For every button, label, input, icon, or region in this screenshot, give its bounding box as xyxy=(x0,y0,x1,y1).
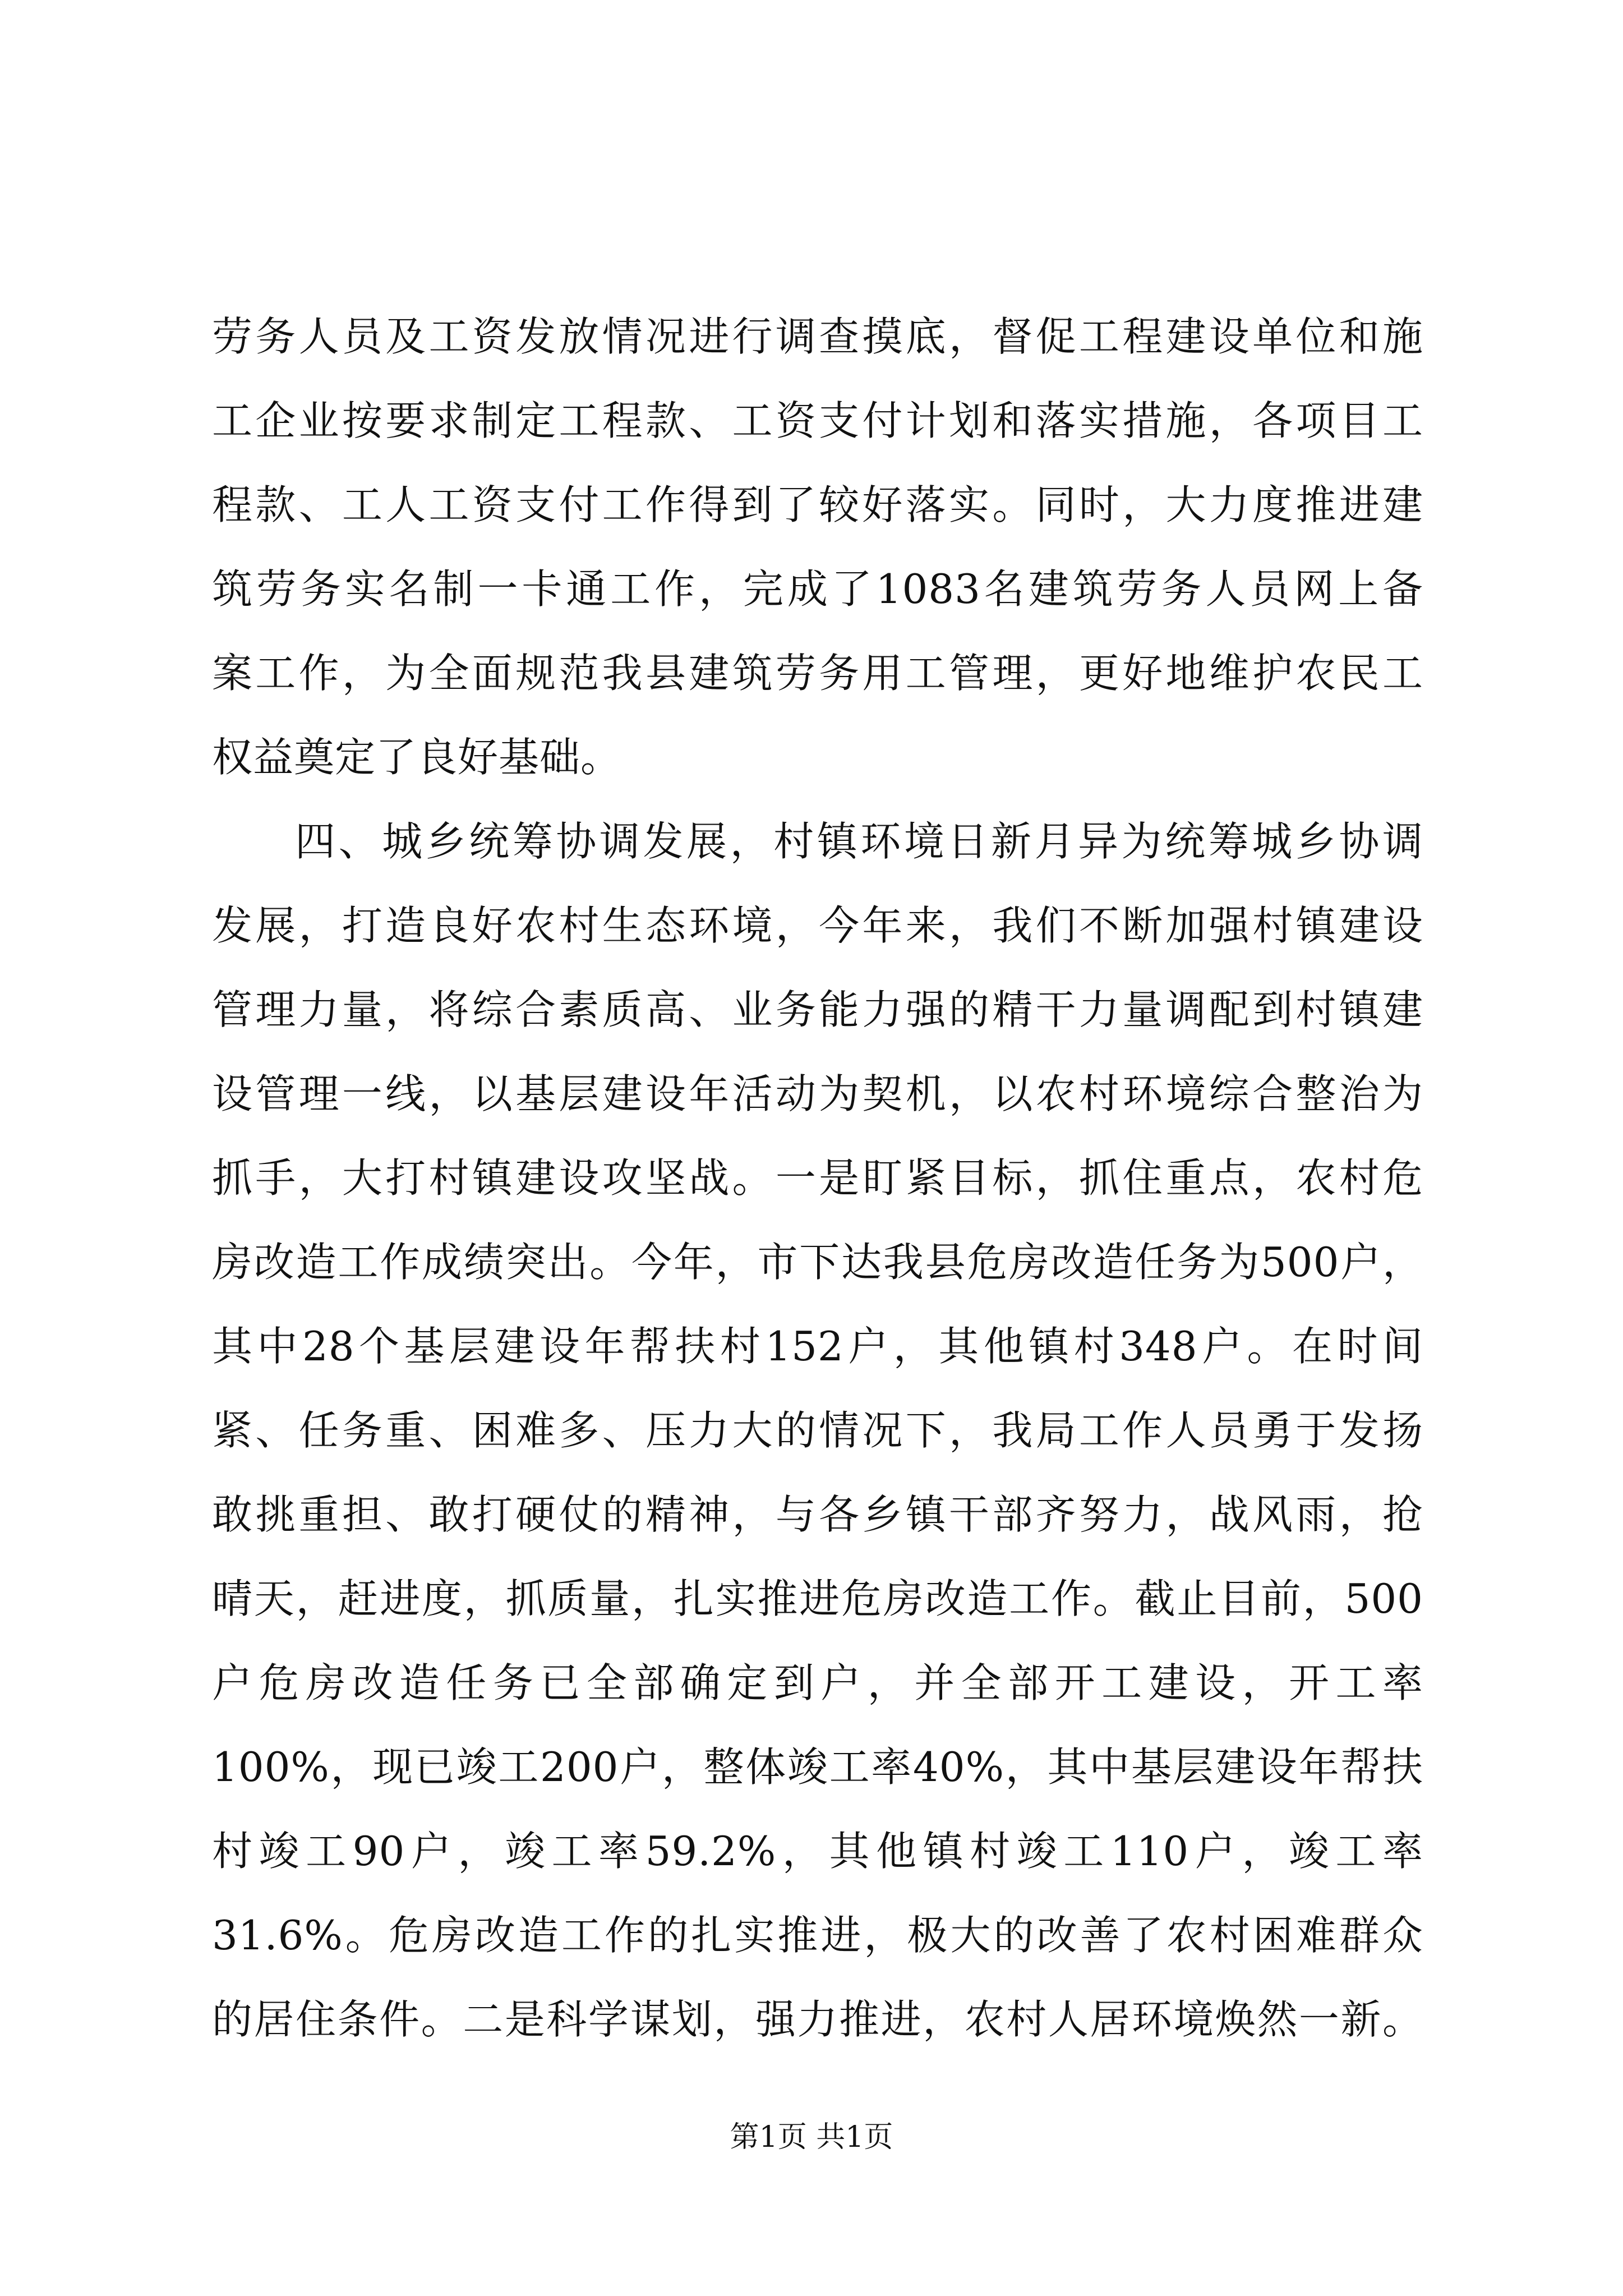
text-line: 抓手，大打村镇建设攻坚战。一是盯紧目标，抓住重点，农村危 xyxy=(212,1154,1423,1202)
text-line: 筑劳务实名制一卡通工作，完成了1083名建筑劳务人员网上备 xyxy=(212,565,1423,613)
text-line: 村竣工90户，竣工率59.2%，其他镇村竣工110户，竣工率 xyxy=(212,1828,1423,1875)
text-line: 程款、工人工资支付工作得到了较好落实。同时，大力度推进建 xyxy=(212,481,1423,528)
text-line: 的居住条件。二是科学谋划，强力推进，农村人居环境焕然一新。 xyxy=(212,1996,1423,2043)
text-line: 户危房改造任务已全部确定到户，并全部开工建设，开工率 xyxy=(212,1659,1423,1706)
text-line: 敢挑重担、敢打硬仗的精神，与各乡镇干部齐努力，战风雨，抢 xyxy=(212,1491,1423,1538)
text-line: 发展，打造良好农村生态环境，今年来，我们不断加强村镇建设 xyxy=(212,902,1423,949)
paragraph-first-line: 四、城乡统筹协调发展，村镇环境日新月异为统筹城乡协调 xyxy=(295,818,1423,865)
text-line: 权益奠定了良好基础。 xyxy=(212,734,622,781)
text-line: 案工作，为全面规范我县建筑劳务用工管理，更好地维护农民工 xyxy=(212,650,1423,697)
text-line: 工企业按要求制定工程款、工资支付计划和落实措施，各项目工 xyxy=(212,397,1423,444)
body-text xyxy=(212,295,1423,2062)
text-line: 房改造工作成绩突出。今年，市下达我县危房改造任务为500户， xyxy=(212,1239,1423,1286)
text-line: 管理力量，将综合素质高、业务能力强的精干力量调配到村镇建 xyxy=(212,986,1423,1033)
text-line: 晴天，赶进度，抓质量，扎实推进危房改造工作。截止目前，500 xyxy=(212,1575,1423,1622)
text-line: 设管理一线，以基层建设年活动为契机，以农村环境综合整治为 xyxy=(212,1070,1423,1117)
text-line: 紧、任务重、困难多、压力大的情况下，我局工作人员勇于发扬 xyxy=(212,1407,1423,1454)
text-line: 其中28个基层建设年帮扶村152户，其他镇村348户。在时间 xyxy=(212,1323,1423,1370)
text-line: 100%，现已竣工200户，整体竣工率40%，其中基层建设年帮扶 xyxy=(212,1743,1423,1791)
text-line: 劳务人员及工资发放情况进行调查摸底，督促工程建设单位和施 xyxy=(212,313,1423,360)
page-footer: 第1页 共1页 xyxy=(730,2120,893,2154)
text-line: 31.6%。危房改造工作的扎实推进，极大的改善了农村困难群众 xyxy=(212,1912,1423,1959)
